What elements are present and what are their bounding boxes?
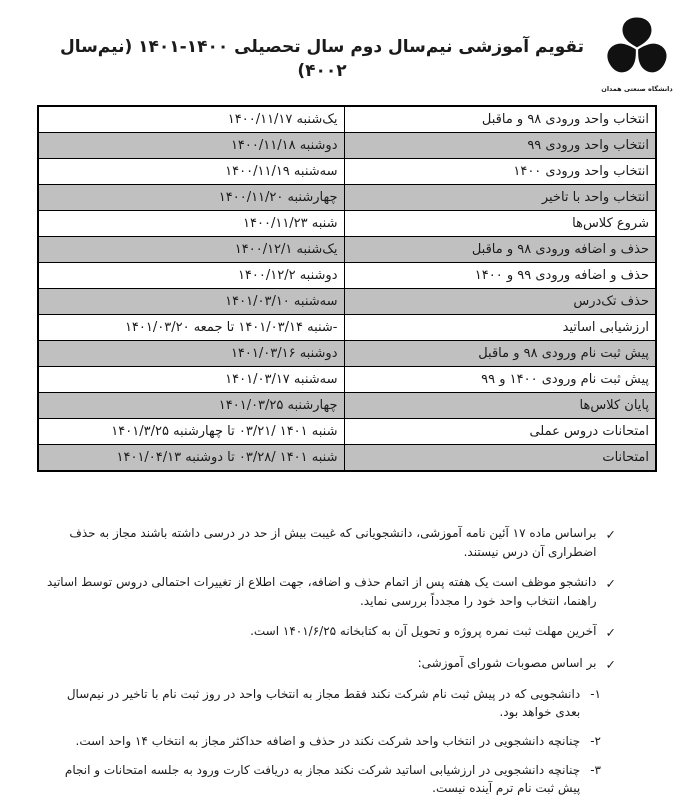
regulation-number: ۲- bbox=[590, 734, 601, 749]
table-row bbox=[38, 263, 656, 289]
check-icon: ✓ bbox=[605, 527, 616, 542]
date-cell: دوشنبه ۱۴۰۱/۰۳/۱۶ bbox=[38, 341, 344, 367]
regulation-text: دانشجویی که در پیش ثبت نام شرکت نکند فقط مجاز به انتخاب واحد در روز ثبت نام با تاخیر در نیم‌سال بعدی خواهد بود. bbox=[66, 687, 581, 720]
event-cell: ارزشیابی اساتید bbox=[344, 315, 656, 341]
date-cell: چهارشنبه ۱۴۰۱/۰۳/۲۵ bbox=[38, 393, 344, 419]
university-logo bbox=[598, 12, 676, 93]
academic-calendar-table bbox=[37, 105, 657, 472]
regulation-text: چنانچه دانشجویی در انتخاب واحد شرکت نکند در حذف و اضافه حداکثر مجاز به انتخاب ۱۴ واحد است. bbox=[75, 734, 581, 749]
table-row bbox=[38, 393, 656, 419]
event-cell: حذف تک‌درس bbox=[344, 289, 656, 315]
date-cell: دوشنبه ۱۴۰۰/۱۲/۲ bbox=[38, 263, 344, 289]
table-row bbox=[38, 185, 656, 211]
check-icon: ✓ bbox=[605, 625, 616, 641]
note-item bbox=[42, 654, 616, 673]
date-cell: شنبه ۱۴۰۰/۱۱/۲۳ bbox=[38, 211, 344, 237]
event-cell: پایان کلاس‌ها bbox=[344, 393, 656, 419]
event-cell: حذف و اضافه ورودی ۹۸ و ماقبل bbox=[344, 237, 656, 263]
table-row bbox=[38, 367, 656, 393]
regulation-item bbox=[42, 732, 601, 750]
date-cell: یک‌شنبه ۱۴۰۰/۱۲/۱ bbox=[38, 237, 344, 263]
date-cell: یک‌شنبه ۱۴۰۰/۱۱/۱۷ bbox=[38, 106, 344, 133]
date-cell: سه‌شنبه ۱۴۰۰/۱۱/۱۹ bbox=[38, 159, 344, 185]
table-row bbox=[38, 315, 656, 341]
event-cell: امتحانات دروس عملی bbox=[344, 419, 656, 445]
date-cell: -شنبه ۱۴۰۱/۰۳/۱۴ تا جمعه ۱۴۰۱/۰۳/۲۰ bbox=[38, 315, 344, 341]
event-cell: انتخاب واحد ورودی ۹۹ bbox=[344, 133, 656, 159]
note-item bbox=[42, 573, 616, 610]
table-row bbox=[38, 211, 656, 237]
event-cell: حذف و اضافه ورودی ۹۹ و ۱۴۰۰ bbox=[344, 263, 656, 289]
note-text: دانشجو موظف است یک هفته پس از اتمام حذف و اضافه، جهت اطلاع از تغییرات احتمالی دروس توسط اساتید راهنما، انتخاب واحد خود را مجدداً بررسی نماید. bbox=[47, 575, 597, 608]
regulation-item bbox=[42, 685, 601, 721]
table-row bbox=[38, 237, 656, 263]
university-logo-icon bbox=[603, 12, 671, 80]
note-item bbox=[42, 524, 616, 561]
regulation-item bbox=[42, 761, 601, 797]
event-cell: انتخاب واحد با تاخیر bbox=[344, 185, 656, 211]
event-cell: انتخاب واحد ورودی ۱۴۰۰ bbox=[344, 159, 656, 185]
header bbox=[0, 0, 694, 93]
table-row bbox=[38, 341, 656, 367]
table-row bbox=[38, 419, 656, 445]
event-cell: امتحانات bbox=[344, 445, 656, 472]
check-icon: ✓ bbox=[605, 656, 616, 672]
date-cell: شنبه ۱۴۰۱ /۰۳/۲۸ تا دوشنبه ۱۴۰۱/۰۴/۱۳ bbox=[38, 445, 344, 472]
regulation-number: ۱- bbox=[590, 687, 601, 702]
regulations-list bbox=[42, 685, 601, 797]
event-cell: پیش ثبت نام ورودی ۱۴۰۰ و ۹۹ bbox=[344, 367, 656, 393]
regulation-text: چنانچه دانشجویی در ارزشیابی اساتید شرکت نکند مجاز به دریافت کارت ورود به جلسه امتحانات و انجام پیش ثبت نام ترم آینده نیست. bbox=[64, 763, 581, 796]
note-text: براساس ماده ۱۷ آئین نامه آموزشی، دانشجویانی که غیبت بیش از حد در درسی داشته باشند مجاز به حذف اضطراری آن درس نیستند. bbox=[69, 526, 597, 559]
event-cell: شروع کلاس‌ها bbox=[344, 211, 656, 237]
date-cell: سه‌شنبه ۱۴۰۱/۰۳/۱۷ bbox=[38, 367, 344, 393]
event-cell: پیش ثبت نام ورودی ۹۸ و ماقبل bbox=[344, 341, 656, 367]
logo-caption: دانشگاه صنعتی همدان bbox=[601, 85, 673, 93]
note-item bbox=[42, 622, 616, 641]
note-text: آخرین مهلت ثبت نمره پروژه و تحویل آن به کتابخانه ۱۴۰۱/۶/۲۵ است. bbox=[250, 624, 597, 639]
table-row bbox=[38, 159, 656, 185]
date-cell: شنبه ۱۴۰۱ /۰۳/۲۱ تا چهارشنبه ۱۴۰۱/۳/۲۵ bbox=[38, 419, 344, 445]
date-cell: سه‌شنبه ۱۴۰۱/۰۳/۱۰ bbox=[38, 289, 344, 315]
note-text: بر اساس مصوبات شورای آموزشی: bbox=[417, 655, 597, 670]
date-cell: چهارشنبه ۱۴۰۰/۱۱/۲۰ bbox=[38, 185, 344, 211]
table-row bbox=[38, 289, 656, 315]
notes-section bbox=[42, 524, 616, 797]
date-cell: دوشنبه ۱۴۰۰/۱۱/۱۸ bbox=[38, 133, 344, 159]
table-row bbox=[38, 133, 656, 159]
table-row bbox=[38, 445, 656, 472]
check-icon: ✓ bbox=[605, 576, 616, 592]
regulation-number: ۳- bbox=[590, 763, 601, 778]
page-title: تقویم آموزشی نیم‌سال دوم سال تحصیلی ۱۴۰۰-۱۴۰۱ (نیم‌سال ۴۰۰۲) bbox=[59, 37, 585, 81]
event-cell: انتخاب واحد ورودی ۹۸ و ماقبل bbox=[344, 106, 656, 133]
table-row bbox=[38, 106, 656, 133]
